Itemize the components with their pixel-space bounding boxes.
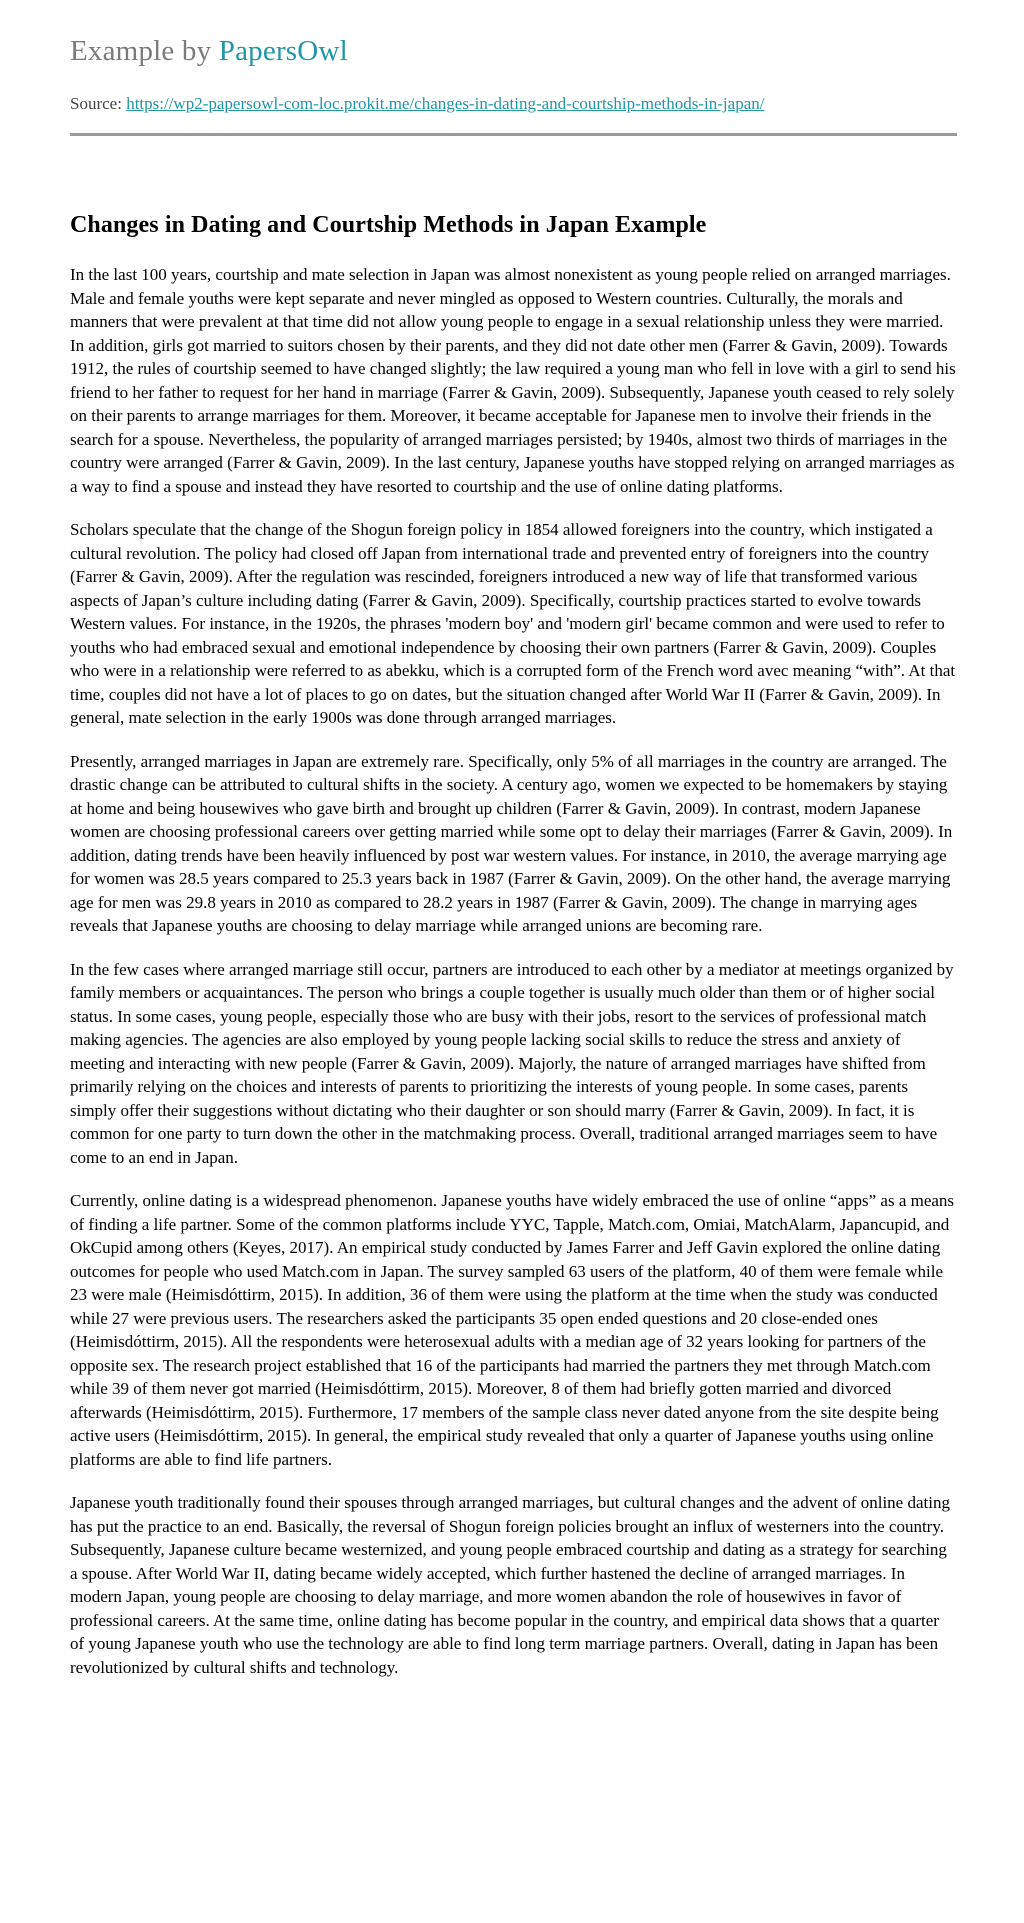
source-url-link[interactable]: https://wp2-papersowl-com-loc.prokit.me/changes-in-dating-and-courtship-methods-in-japan/ [126, 94, 765, 113]
source-label: Source: [70, 94, 127, 113]
paragraph-2: Scholars speculate that the change of the Shogun foreign policy in 1854 allowed foreigners into the country, which instigated a cultural revolution. The policy had closed off Japan from international trade and prevented entry of foreigners into the country (Farrer & Gavin, 2009). After the regulation was rescinded, foreigners introduced a new way of life that transformed various aspects of Japan’s culture including dating (Farrer & Gavin, 2009). Specifically, courtship practices started to evolve towards Western values. For instance, in the 1920s, the phrases 'modern boy' and 'modern girl' became common and were used to refer to youths who had embraced sexual and emotional independence by choosing their own partners (Farrer & Gavin, 2009). Couples who were in a relationship were referred to as abekku, which is a corrupted form of the French word avec meaning “with”. At that time, couples did not have a lot of places to go on dates, but the situation changed after World War II (Farrer & Gavin, 2009). In general, mate selection in the early 1900s was done through arranged marriages. [70, 520, 956, 727]
paragraph-5: Currently, online dating is a widespread phenomenon. Japanese youths have widely embraced the use of online “apps” as a means of finding a life partner. Some of the common platforms include YYC, Tapple, Match.com, Omiai, MatchAlarm, Japancupid, and OkCupid among others (Keyes, 2017). An empirical study conducted by James Farrer and Jeff Gavin explored the online dating outcomes for people who used Match.com in Japan. The survey sampled 63 users of the platform, 40 of them were female while 23 were male (Heimisdóttirm, 2015). In addition, 36 of them were using the platform at the time when the study was conducted while 27 were previous users. The researchers asked the participants 35 open ended questions and 20 close-ended ones (Heimisdóttirm, 2015). All the respondents were heterosexual adults with a median age of 32 years looking for partners of the opposite sex. The research project established that 16 of the participants had married the partners they met through Match.com while 39 of them never got married (Heimisdóttirm, 2015). Moreover, 8 of them had briefly gotten married and divorced afterwards (Heimisdóttirm, 2015). Furthermore, 17 members of the sample class never dated anyone from the site despite being active users (Heimisdóttirm, 2015). In general, the empirical study revealed that only a quarter of Japanese youths using online platforms are able to find life partners. [70, 1191, 955, 1469]
example-by-label: Example by [70, 35, 219, 67]
page-title: Changes in Dating and Courtship Methods in Japan Example [70, 212, 707, 238]
masthead [70, 35, 957, 68]
papersowl-brand-link[interactable]: PapersOwl [218, 35, 348, 67]
paragraph-6: Japanese youth traditionally found their spouses through arranged marriages, but cultural changes and the advent of online dating has put the practice to an end. Basically, the reversal of Shogun foreign policies brought an influx of westerners into the country. Subsequently, Japanese culture became westernized, and young people embraced courtship and dating as a strategy for searching a spouse. After World War II, dating became widely accepted, which further hastened the decline of arranged marriages. In modern Japan, young people are choosing to delay marriage, and more women abandon the role of housewives in favor of professional careers. At the same time, online dating has become popular in the country, and empirical data shows that a quarter of young Japanese youth who use the technology are able to find long term marriage partners. Overall, dating in Japan has been revolutionized by cultural shifts and technology. [70, 1493, 950, 1677]
paragraph-4: In the few cases where arranged marriage still occur, partners are introduced to each other by a mediator at meetings organized by family members or acquaintances. The person who brings a couple together is usually much older than them or of higher social status. In some cases, young people, especially those who are busy with their jobs, resort to the services of professional match making agencies. The agencies are also employed by young people lacking social skills to reduce the stress and anxiety of meeting and interacting with new people (Farrer & Gavin, 2009). Majorly, the nature of arranged marriages have shifted from primarily relying on the choices and interests of parents to prioritizing the interests of young people. In some cases, parents simply offer their suggestions without dictating who their daughter or son should marry (Farrer & Gavin, 2009). In fact, it is common for one party to turn down the other in the matchmaking process. Overall, traditional arranged marriages seem to have come to an end in Japan. [70, 959, 954, 1167]
paragraph-3: Presently, arranged marriages in Japan are extremely rare. Specifically, only 5% of all marriages in the country are arranged. The drastic change can be attributed to cultural shifts in the society. A century ago, women we expected to be homemakers by staying at home and being housewives who gave birth and brought up children (Farrer & Gavin, 2009). In contrast, modern Japanese women are choosing professional careers over getting married while some opt to delay their marriages (Farrer & Gavin, 2009). In addition, dating trends have been heavily influenced by post war western values. For instance, in 2010, the average marrying age for women was 28.5 years compared to 25.3 years back in 1987 (Farrer & Gavin, 2009). On the other hand, the average marrying age for men was 29.8 years in 2010 as compared to 28.2 years in 1987 (Farrer & Gavin, 2009). The change in marrying ages reveals that Japanese youths are choosing to delay marriage while arranged unions are becoming rare. [70, 751, 953, 935]
source-line [70, 94, 957, 114]
divider [70, 133, 957, 136]
article-body [70, 263, 957, 1679]
paragraph-1: In the last 100 years, courtship and mate selection in Japan was almost nonexistent as young people relied on arranged marriages. Male and female youths were kept separate and never mingled as opposed to Western countries. Culturally, the morals and manners that were prevalent at that time did not allow young people to engage in a sexual relationship unless they were married. In addition, girls got married to suitors chosen by their parents, and they did not date other men (Farrer & Gavin, 2009). Towards 1912, the rules of courtship seemed to have changed slightly; the law required a young man who fell in love with a girl to send his friend to her father to request for her hand in marriage (Farrer & Gavin, 2009). Subsequently, Japanese youth ceased to rely solely on their parents to arrange marriages for them. Moreover, it became acceptable for Japanese men to involve their friends in the search for a spouse. Nevertheless, the popularity of arranged marriages persisted; by 1940s, almost two thirds of marriages in the country were arranged (Farrer & Gavin, 2009). In the last century, Japanese youths have stopped relying on arranged marriages as a way to find a spouse and instead they have resorted to courtship and the use of online dating platforms. [70, 265, 956, 496]
